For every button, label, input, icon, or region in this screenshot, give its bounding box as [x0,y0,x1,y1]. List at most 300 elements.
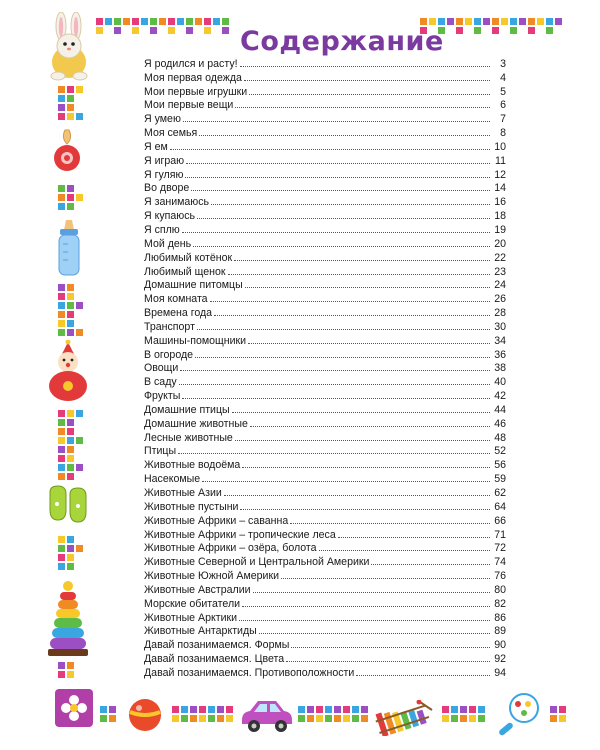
decorative-square [67,329,74,336]
decorative-square [199,706,206,713]
toc-entry-page-number: 89 [494,625,506,638]
toc-entry-page-number: 3 [500,57,506,70]
toc-entry-title: Машины-помощники [144,334,247,347]
decorative-square [469,715,476,722]
decorative-square [58,563,65,570]
decorative-square [550,706,557,713]
toc-entry-page-number: 76 [494,570,506,583]
toc-entry [144,139,506,153]
decorative-square [114,27,121,34]
toc-entry-page-number: 94 [494,666,506,679]
bunny-icon [44,12,94,84]
decorative-square [58,446,65,453]
decorative-square [181,715,188,722]
toc-entry-page-number: 8 [500,127,506,140]
toc-entry-page-number: 6 [500,99,506,112]
toc-entry [144,361,506,375]
toc-entry-title: Птицы [144,445,177,458]
decorative-square [325,706,332,713]
toc-dot-leader [210,300,490,302]
decorative-square [537,18,544,25]
decorative-square [58,329,65,336]
toc-entry [144,333,506,347]
decorative-square [58,428,65,435]
toc-entry-title: Животные Азии [144,487,222,499]
toc-dot-leader [182,231,490,233]
decorative-square [67,293,74,300]
decorative-square [67,671,74,678]
decorative-square [181,706,188,713]
decorative-square [195,18,202,25]
toc-entry-title: Любимый щенок [144,265,226,278]
decorative-square [528,18,535,25]
toc-entry-page-number: 10 [494,140,506,153]
decorative-square [510,18,517,25]
stacking-rings-icon [46,580,90,658]
decorative-square [447,18,454,25]
toc-entry-title: Животные пустыни [144,500,239,513]
flower-block-icon [54,688,94,728]
toc-entry [144,499,506,513]
toc-dot-leader [211,203,490,205]
decorative-square [58,536,65,543]
decorative-square [555,18,562,25]
toc-entry [144,610,506,624]
toc-entry-title: Я гуляю [144,168,184,181]
toc-entry-page-number: 92 [494,653,506,666]
decorative-square [58,320,65,327]
toc-entry-title: Мои первые игрушки [144,85,248,98]
toc-entry-page-number: 30 [494,320,506,333]
toc-entry-title: Я родился и расту! [144,57,238,70]
toc-dot-leader [356,674,490,676]
decorative-square [67,437,74,444]
toc-entry [144,457,506,471]
decorative-square [190,706,197,713]
toc-entry-title: Животные водоёма [144,459,241,472]
toc-entry-page-number: 28 [494,307,506,320]
toc-entry [144,374,506,388]
decorative-square [67,410,74,417]
toc-entry-title: Я купаюсь [144,210,196,223]
decorative-square [67,113,74,120]
toc-entry-page-number: 46 [494,417,506,430]
decorative-square [67,473,74,480]
toc-entry-title: Домашние животные [144,417,248,430]
decorative-square [519,18,526,25]
toc-entry-page-number: 20 [494,237,506,250]
decorative-square [186,18,193,25]
toc-entry-title: Мой день [144,237,192,250]
toc-entry [144,194,506,208]
toc-entry [144,291,506,305]
decorative-square [204,27,211,34]
toc-dot-leader [239,619,490,621]
toc-entry [144,98,506,112]
decorative-square [316,706,323,713]
decorative-square [316,715,323,722]
decorative-square [67,545,74,552]
decorative-square [420,18,427,25]
rattle-icon [494,690,542,738]
toc-entry [144,582,506,596]
toc-entry-page-number: 36 [494,348,506,361]
toc-entry-page-number: 62 [494,487,506,499]
decorative-square [550,715,557,722]
toc-entry-page-number: 44 [494,403,506,416]
toc-entry-page-number: 86 [494,611,506,624]
toc-entry [144,430,506,444]
toc-entry [144,125,506,139]
toc-entry-title: Я умею [144,113,181,126]
decorative-square [76,464,83,471]
toc-entry-title: Мои первые вещи [144,99,234,112]
toc-dot-leader [183,120,490,122]
toc-entry-title: Животные Африки – саванна [144,514,289,527]
toc-dot-leader [286,660,490,662]
toc-entry-page-number: 18 [494,210,506,223]
decorative-square [109,715,116,722]
decorative-square [307,715,314,722]
decorative-square [159,18,166,25]
decorative-square [334,706,341,713]
toc-dot-leader [259,632,490,634]
toc-entry-title: Фрукты [144,390,181,403]
decorative-square [451,706,458,713]
decorative-square [429,18,436,25]
decorative-square [150,27,157,34]
toc-entry [144,527,506,541]
decorative-square [222,27,229,34]
decorative-square [213,18,220,25]
decorative-square [100,715,107,722]
toc-entry-page-number: 66 [494,514,506,527]
page-title: Содержание [240,26,444,58]
toc-entry-title: Моя первая одежда [144,71,242,84]
toc-dot-leader [180,369,490,371]
toc-dot-leader [291,646,490,648]
toc-entry-title: Животные Африки – тропические леса [144,528,336,541]
toc-entry [144,167,506,181]
decorative-square [58,545,65,552]
decorative-square [58,185,65,192]
toc-dot-leader [245,286,490,288]
toc-dot-leader [281,577,490,579]
decorative-square [67,536,74,543]
toc-dot-leader [197,328,490,330]
toc-entry [144,471,506,485]
toc-dot-leader [182,397,490,399]
toc-entry [144,70,506,84]
decorative-square [109,706,116,713]
decorative-square [177,18,184,25]
toc-entry [144,56,506,70]
decorative-square [58,194,65,201]
toc-entry-title: Транспорт [144,320,195,333]
decorative-square [226,706,233,713]
decorative-square [456,18,463,25]
toc-entry [144,111,506,125]
decorative-square [352,706,359,713]
toc-entry-page-number: 22 [494,251,506,264]
decorative-square [58,437,65,444]
toc-entry [144,236,506,250]
toc-dot-leader [249,93,490,95]
toc-dot-leader [179,383,490,385]
toc-entry-page-number: 23 [494,265,506,278]
toc-entry-page-number: 80 [494,583,506,596]
toc-entry [144,402,506,416]
decorative-square [67,320,74,327]
baby-mittens-icon [46,484,92,528]
decorative-square [67,428,74,435]
toc-entry-title: Морские обитатели [144,597,241,610]
toc-entry-title: Я сплю [144,223,180,236]
baby-bottle-icon [54,218,84,278]
toc-entry [144,347,506,361]
toc-entry [144,84,506,98]
decorative-square [67,86,74,93]
decorative-square [67,563,74,570]
decorative-square [76,410,83,417]
toc-entry [144,208,506,222]
decorative-square [58,455,65,462]
decorative-square [510,27,517,34]
toc-entry-title: Я ем [144,140,168,153]
roly-poly-clown-icon [44,340,92,402]
toc-entry-title: Моя семья [144,127,198,140]
toc-dot-leader [199,134,490,136]
decorative-square [343,715,350,722]
toc-entry-title: Животные Антарктиды [144,625,257,638]
toc-entry-page-number: 34 [494,334,506,347]
decorative-square [58,554,65,561]
toc-entry-page-number: 4 [500,71,506,84]
decorative-square [58,302,65,309]
decorative-square [352,715,359,722]
toc-entry [144,278,506,292]
toc-entry-title: Животные Южной Америки [144,570,280,583]
toc-entry-page-number: 59 [494,473,506,486]
decorative-square [226,715,233,722]
toc-entry-page-number: 48 [494,431,506,444]
toc-entry-page-number: 72 [494,542,506,555]
toc-dot-leader [235,106,490,108]
toc-dot-leader [191,189,490,191]
decorative-square [168,18,175,25]
decorative-square [559,715,566,722]
toc-entry-page-number: 56 [494,459,506,472]
toc-entry [144,319,506,333]
decorative-square [67,302,74,309]
toc-entry-title: Животные Арктики [144,611,238,624]
decorative-square [67,464,74,471]
decorative-square [546,18,553,25]
toc-entry [144,305,506,319]
toc-dot-leader [248,342,490,344]
decorative-square [168,27,175,34]
toc-dot-leader [235,439,490,441]
toc-entry-title: Я играю [144,154,185,167]
decorative-square [442,715,449,722]
decorative-square [199,715,206,722]
decorative-square [343,706,350,713]
toc-entry-page-number: 5 [500,85,506,98]
toc-entry-title: В саду [144,376,177,389]
decorative-square [58,419,65,426]
decorative-square [67,662,74,669]
decorative-square [76,437,83,444]
decorative-square [67,95,74,102]
decorative-square [58,410,65,417]
decorative-square [469,706,476,713]
toc-entry [144,444,506,458]
toc-entry-title: Животные Австралии [144,583,251,596]
ball-icon [128,698,162,732]
decorative-square [442,706,449,713]
toc-entry-title: Животные Северной и Центральной Америки [144,556,370,569]
toc-dot-leader [244,79,490,81]
decorative-square [559,706,566,713]
decorative-square [208,706,215,713]
toc-dot-leader [197,217,490,219]
decorative-square [528,27,535,34]
pacifier-icon [50,128,84,176]
toc-dot-leader [319,549,490,551]
toc-dot-leader [240,508,490,510]
decorative-square [58,86,65,93]
decorative-square [474,27,481,34]
toc-entry-page-number: 16 [494,196,506,209]
toc-entry-title: Животные Африки – озёра, болота [144,542,317,555]
toc-dot-leader [242,466,490,468]
decorative-square [96,18,103,25]
toc-entry-title: Давай позанимаемся. Формы [144,639,290,652]
decorative-square [76,302,83,309]
toc-entry-title: Домашние птицы [144,403,230,416]
decorative-square [58,293,65,300]
decorative-square [204,18,211,25]
decorative-square [451,715,458,722]
toc-entry-page-number: 74 [494,556,506,569]
toc-dot-leader [234,259,490,261]
decorative-square [208,715,215,722]
toc-entry [144,596,506,610]
toc-entry-page-number: 11 [495,154,506,167]
decorative-square [58,464,65,471]
toc-entry-page-number: 19 [494,223,506,236]
decorative-square [141,18,148,25]
decorative-square [460,706,467,713]
toc-entry [144,388,506,402]
toc-dot-leader [202,480,490,482]
decorative-square [58,662,65,669]
decorative-square [492,27,499,34]
decorative-square [222,18,229,25]
toc-dot-leader [228,273,490,275]
decorative-square [465,18,472,25]
decorative-square [76,194,83,201]
decorative-square [460,715,467,722]
toc-entry [144,181,506,195]
decorative-square [67,185,74,192]
decorative-square [58,473,65,480]
decorative-square [67,104,74,111]
toc-entry-title: Давай позанимаемся. Цвета [144,653,285,666]
toc-entry-title: Я занимаюсь [144,196,210,209]
decorative-square [298,706,305,713]
toc-dot-leader [371,563,490,565]
decorative-square [298,715,305,722]
decorative-square [58,284,65,291]
decorative-square [100,706,107,713]
decorative-square [217,715,224,722]
toc-entry-page-number: 38 [494,362,506,375]
decorative-square [307,706,314,713]
toc-entry-title: Любимый котёнок [144,251,233,264]
decorative-square [67,194,74,201]
decorative-square [67,455,74,462]
toc-entry [144,222,506,236]
decorative-square [58,104,65,111]
decorative-square [325,715,332,722]
decorative-square [150,18,157,25]
decorative-square [76,545,83,552]
toc-dot-leader [193,245,490,247]
decorative-square [190,715,197,722]
toc-dot-leader [253,591,490,593]
decorative-square [483,18,490,25]
toc-dot-leader [185,176,490,178]
toc-entry [144,651,506,665]
toc-dot-leader [338,536,490,538]
decorative-square [334,715,341,722]
toc-entry-page-number: 42 [494,390,506,403]
toc-entry-title: Давай позанимаемся. Противоположности [144,666,355,679]
toc-dot-leader [242,605,490,607]
decorative-square [132,27,139,34]
toc-entry-title: Моя комната [144,293,208,306]
decorative-square [172,706,179,713]
toc-entry [144,541,506,555]
toc-entry [144,250,506,264]
toc-entry [144,485,506,499]
toy-car-icon [238,696,296,734]
decorative-square [58,311,65,318]
toc-dot-leader [214,314,490,316]
decorative-square [172,715,179,722]
decorative-square [361,706,368,713]
decorative-square [546,27,553,34]
toc-entry-title: Лесные животные [144,431,233,444]
decorative-square [217,706,224,713]
toc-entry-page-number: 90 [494,639,506,652]
toc-entry [144,153,506,167]
toc-entry-page-number: 7 [500,113,506,126]
toc-entry [144,513,506,527]
toc-entry-page-number: 82 [494,597,506,610]
decorative-square [132,18,139,25]
xylophone-icon [372,700,434,736]
toc-entry-page-number: 64 [494,500,506,513]
toc-entry [144,624,506,638]
toc-entry-page-number: 24 [494,279,506,292]
decorative-square [492,18,499,25]
toc-entry-page-number: 40 [494,376,506,389]
decorative-square [67,311,74,318]
toc-entry-page-number: 52 [494,445,506,458]
decorative-square [67,554,74,561]
